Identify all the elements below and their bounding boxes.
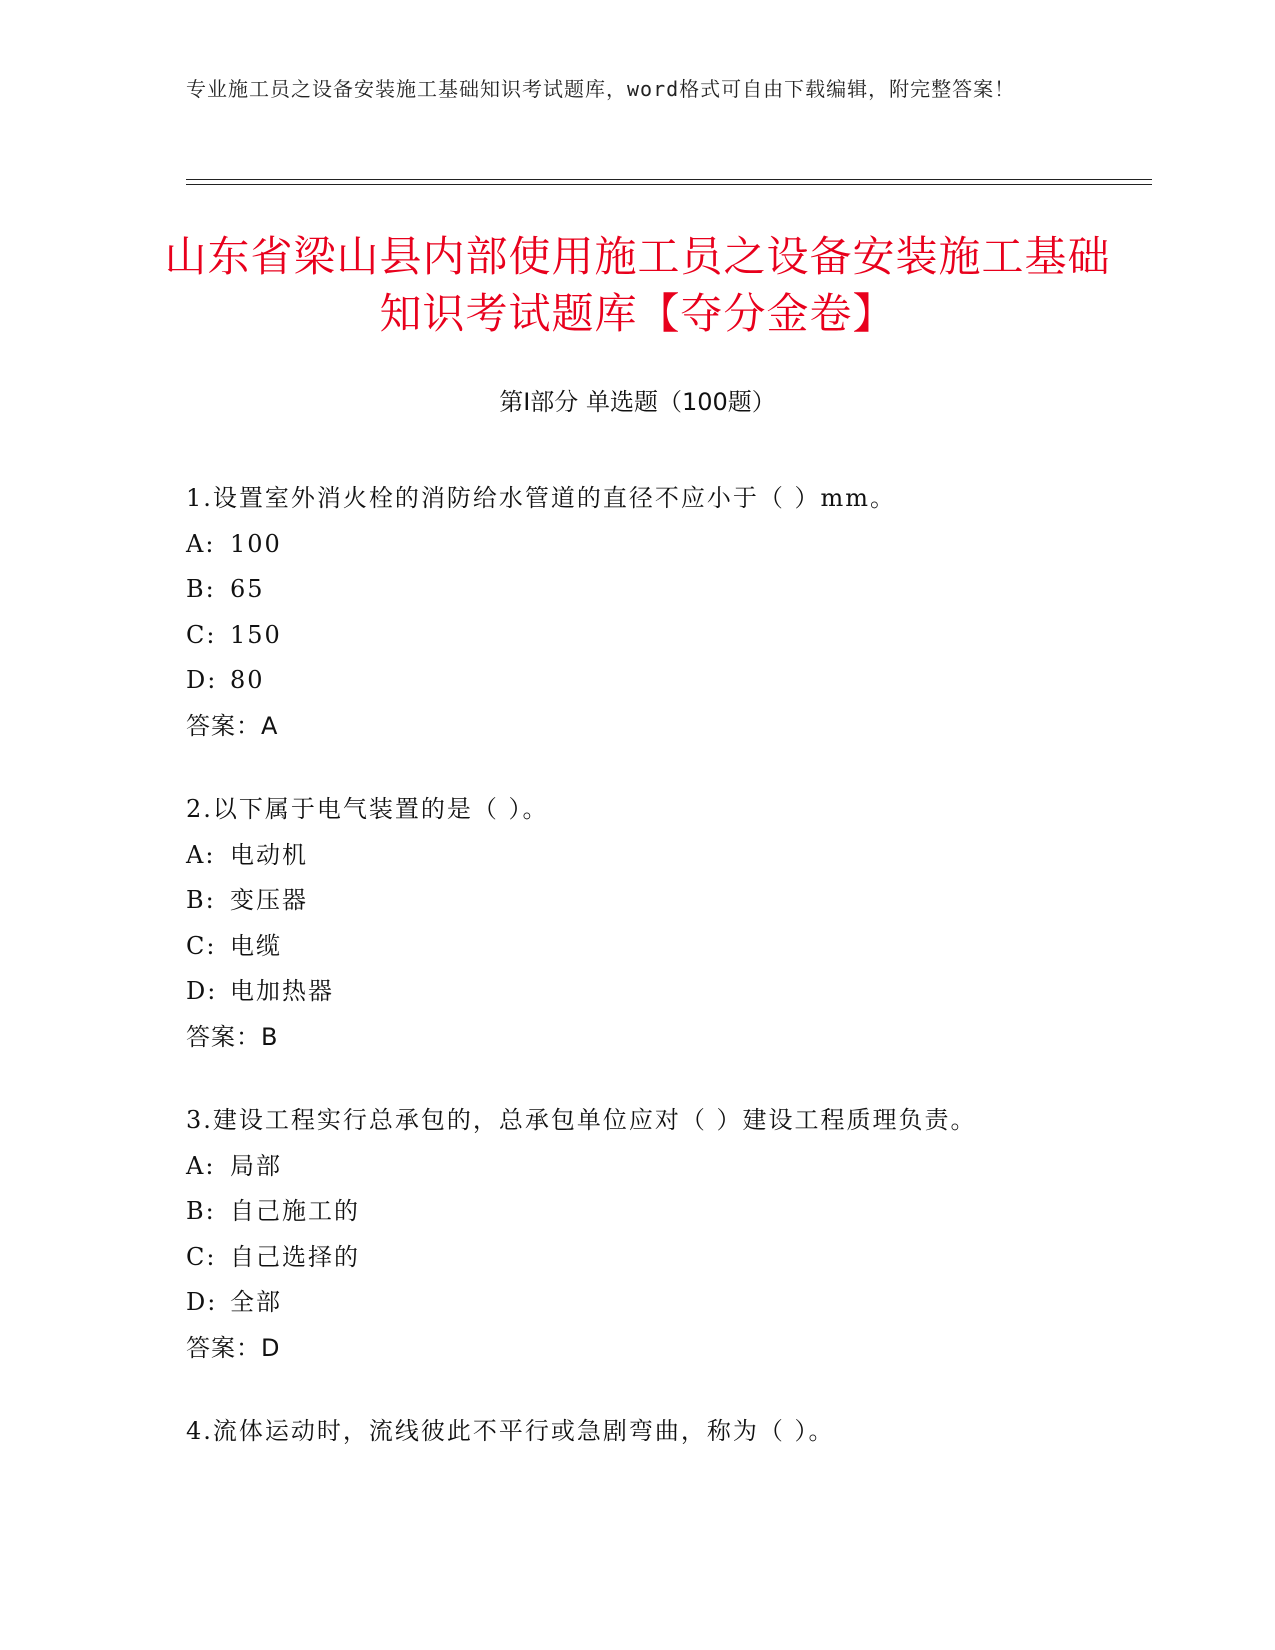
document-title: 山东省梁山县内部使用施工员之设备安装施工基础知识考试题库【夺分金卷】 — [164, 232, 1111, 338]
option-text: 65 — [230, 575, 265, 603]
option-d — [186, 658, 1146, 704]
option-letter: C: — [186, 1242, 217, 1271]
option-text: 电加热器 — [230, 977, 334, 1005]
option-text: 局部 — [230, 1151, 282, 1180]
option-letter: C: — [186, 931, 217, 960]
option-letter: A: — [186, 529, 216, 558]
answer-line — [186, 1015, 1146, 1061]
option-a — [186, 1144, 1146, 1190]
answer-label: 答案： — [186, 1333, 261, 1362]
header-divider-top — [186, 179, 1152, 180]
answer-value: D — [261, 1333, 281, 1362]
option-text: 变压器 — [230, 886, 308, 914]
question-stem: 1.设置室外消火栓的消防给水管道的直径不应小于（ ）mm。 — [186, 484, 897, 512]
header-note: 专业施工员之设备安装施工基础知识考试题库，word格式可自由下载编辑，附完整答案！ — [186, 77, 1016, 101]
option-letter: D: — [186, 977, 218, 1005]
option-d — [186, 969, 1146, 1015]
option-b — [186, 878, 1146, 924]
option-text: 80 — [230, 666, 265, 694]
option-letter: A: — [186, 840, 216, 869]
option-letter: D: — [186, 666, 218, 694]
question-stem: 4.流体运动时，流线彼此不平行或急剧弯曲，称为（ ）。 — [186, 1417, 835, 1445]
option-text: 100 — [230, 529, 282, 558]
option-a — [186, 833, 1146, 879]
answer-line — [186, 704, 1146, 750]
option-letter: B: — [186, 886, 216, 914]
option-c — [186, 924, 1146, 970]
question-1 — [186, 476, 1146, 749]
option-text: 电缆 — [230, 931, 282, 960]
option-b — [186, 567, 1146, 613]
option-text: 自己选择的 — [230, 1242, 360, 1271]
option-letter: B: — [186, 575, 216, 603]
answer-value: B — [261, 1022, 279, 1051]
option-text: 电动机 — [230, 840, 308, 869]
option-d — [186, 1280, 1146, 1326]
answer-value: A — [261, 711, 279, 740]
header-divider-bottom — [186, 184, 1152, 185]
option-letter: A: — [186, 1151, 216, 1180]
option-letter: D: — [186, 1288, 218, 1316]
section-heading: 第Ⅰ部分 单选题（100题） — [499, 388, 776, 416]
option-text: 自己施工的 — [230, 1197, 360, 1225]
option-text: 150 — [230, 620, 282, 649]
answer-label: 答案： — [186, 711, 261, 740]
question-3 — [186, 1098, 1146, 1371]
question-4 — [186, 1409, 1146, 1455]
option-a — [186, 522, 1146, 568]
option-letter: B: — [186, 1197, 216, 1225]
option-letter: C: — [186, 620, 217, 649]
option-text: 全部 — [230, 1288, 282, 1316]
question-stem: 2.以下属于电气装置的是（ ）。 — [186, 795, 549, 823]
answer-line — [186, 1326, 1146, 1372]
answer-label: 答案： — [186, 1022, 261, 1051]
option-c — [186, 1235, 1146, 1281]
question-stem: 3.建设工程实行总承包的，总承包单位应对（ ）建设工程质理负责。 — [186, 1106, 977, 1134]
option-b — [186, 1189, 1146, 1235]
option-c — [186, 613, 1146, 659]
question-2 — [186, 787, 1146, 1060]
question-list — [186, 476, 1146, 1493]
